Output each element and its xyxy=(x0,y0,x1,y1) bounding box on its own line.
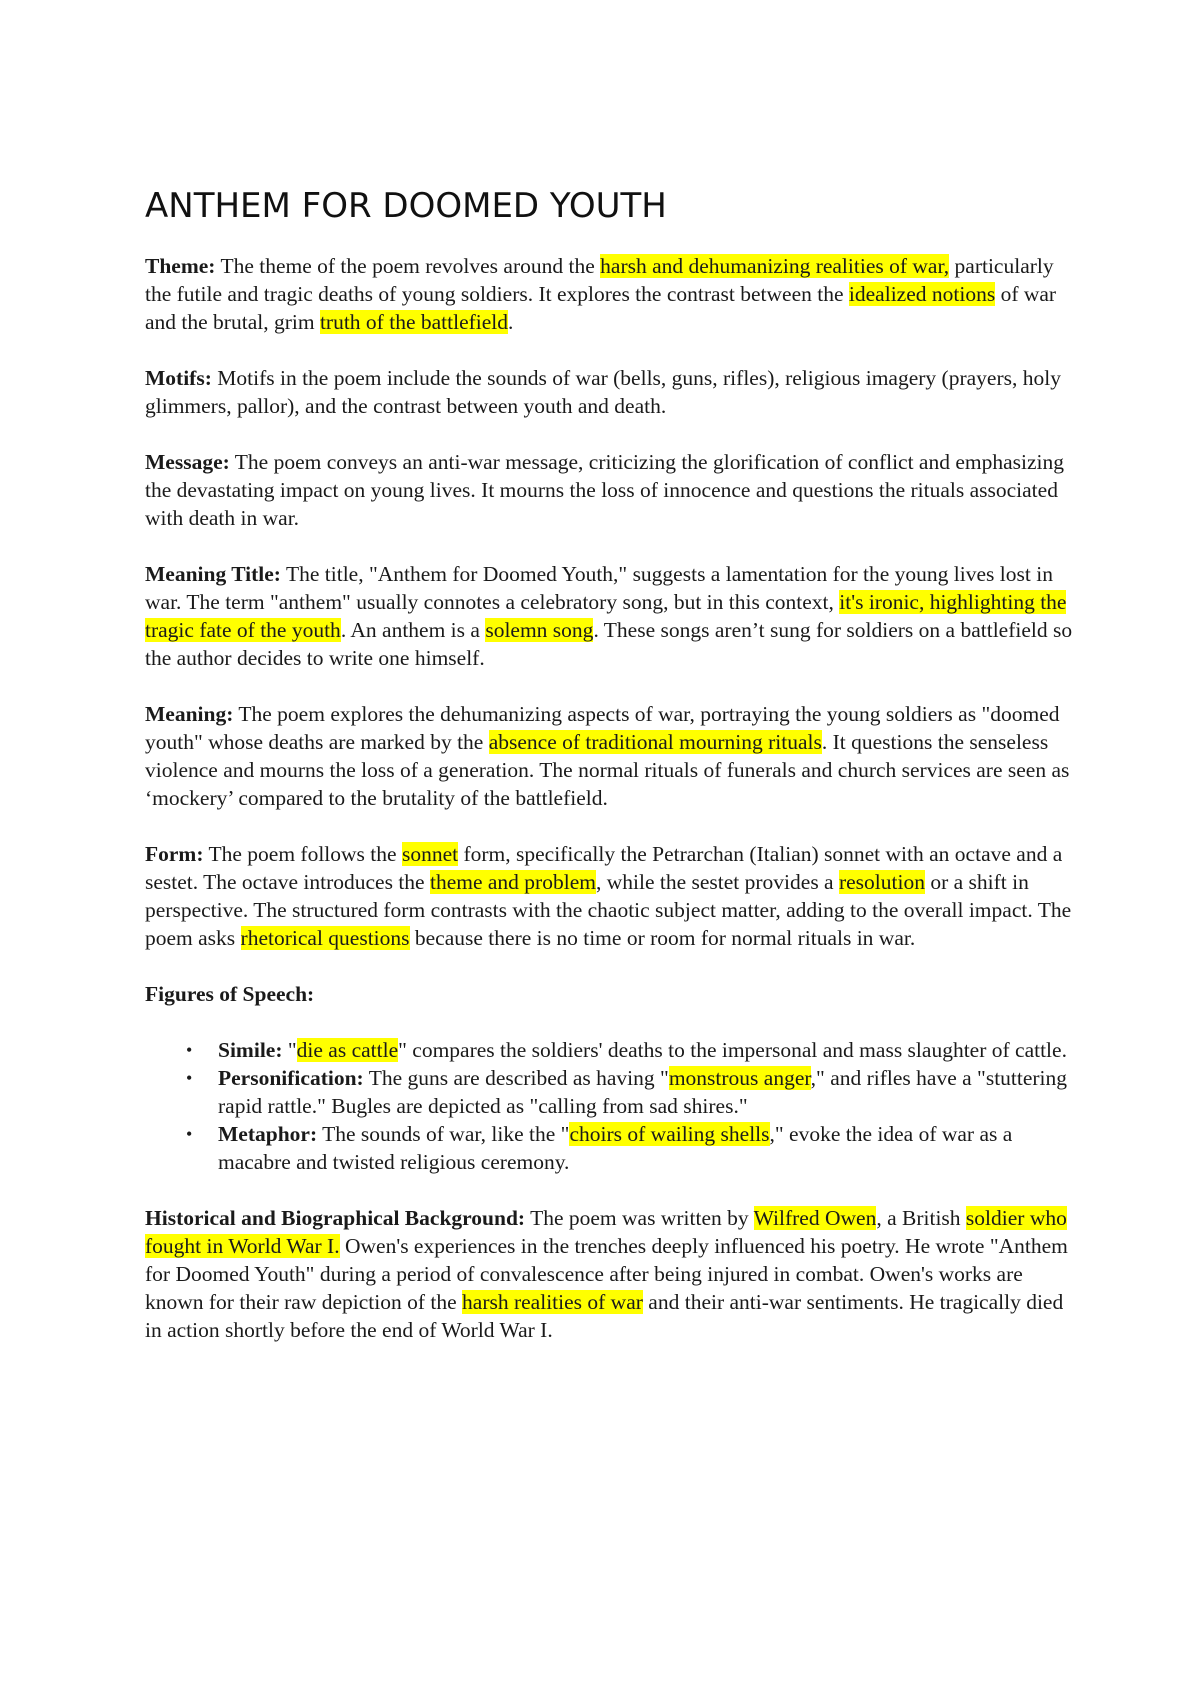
meaning-label: Meaning: xyxy=(145,702,234,726)
highlight: idealized notions xyxy=(848,282,996,306)
message-label: Message: xyxy=(145,450,230,474)
figures-list xyxy=(145,1036,1075,1176)
theme-text: The theme of the poem revolves around the xyxy=(215,254,601,278)
bullet-icon: • xyxy=(186,1040,193,1060)
highlight: solemn song xyxy=(485,618,594,642)
message-text: The poem conveys an anti-war message, criticizing the glorification of conflict and emphasizing the devastating impact on young lives. It mourns the loss of innocence and questions the rituals associated with death in war. xyxy=(145,450,1065,530)
meaning-title-text: . An anthem is a xyxy=(340,618,486,642)
bullet-icon: • xyxy=(186,1068,193,1088)
metaphor-text: The sounds of war, like the " xyxy=(317,1122,570,1146)
list-item-personification xyxy=(186,1064,1075,1120)
form-label: Form: xyxy=(145,842,204,866)
highlight: harsh and dehumanizing realities of war, xyxy=(600,254,950,278)
motifs-text: Motifs in the poem include the sounds of war (bells, guns, rifles), religious imagery (prayers, holy glimmers, pallor), and the contrast between youth and death. xyxy=(145,366,1061,418)
highlight: soldier who fought in World War I. xyxy=(145,1206,1067,1258)
theme-paragraph xyxy=(145,252,1075,336)
motifs-label: Motifs: xyxy=(145,366,212,390)
background-text: The poem was written by xyxy=(525,1206,754,1230)
theme-label: Theme: xyxy=(145,254,216,278)
personification-text: ," and rifles have a "stuttering rapid rattle." Bugles are depicted as "calling from sad shires." xyxy=(218,1066,1068,1118)
highlight: sonnet xyxy=(401,842,459,866)
highlight: monstrous anger xyxy=(668,1066,811,1090)
background-label: Historical and Biographical Background: xyxy=(145,1206,526,1230)
theme-text: of war and the brutal, grim xyxy=(145,282,1057,334)
form-paragraph xyxy=(145,840,1075,952)
document-body xyxy=(145,186,1075,1372)
form-text: The poem follows the xyxy=(203,842,402,866)
meaning-title-text: The title, "Anthem for Doomed Youth," suggests a lamentation for the young lives lost in war. The term "anthem" usually connotes a celebratory song, but in this context, xyxy=(145,562,1053,614)
personification-text: The guns are described as having " xyxy=(363,1066,669,1090)
list-item-metaphor xyxy=(186,1120,1075,1176)
highlight: it's ironic, highlighting the tragic fate of the youth xyxy=(145,590,1067,642)
simile-text: " xyxy=(282,1038,297,1062)
metaphor-label: Metaphor: xyxy=(218,1122,318,1146)
metaphor-text: ," evoke the idea of war as a macabre and twisted religious ceremony. xyxy=(218,1122,1013,1174)
background-text: and their anti-war sentiments. He tragically died in action shortly before the end of World War I. xyxy=(145,1290,1064,1342)
simile-label: Simile: xyxy=(218,1038,283,1062)
figures-heading: Figures of Speech: xyxy=(145,982,315,1006)
highlight: theme and problem xyxy=(429,870,596,894)
motifs-paragraph xyxy=(145,364,1075,420)
personification-label: Personification: xyxy=(218,1066,364,1090)
form-text: , while the sestet provides a xyxy=(595,870,839,894)
form-text: or a shift in perspective. The structured form contrasts with the chaotic subject matter, adding to the overall impact. The poem asks xyxy=(145,870,1072,950)
highlight: rhetorical questions xyxy=(240,926,410,950)
figures-heading-paragraph xyxy=(145,980,1075,1008)
simile-text: " compares the soldiers' deaths to the impersonal and mass slaughter of cattle. xyxy=(398,1038,1067,1062)
highlight: truth of the battlefield xyxy=(319,310,509,334)
meaning-paragraph xyxy=(145,700,1075,812)
background-text: , a British xyxy=(876,1206,966,1230)
highlight: harsh realities of war xyxy=(462,1290,643,1314)
highlight: die as cattle xyxy=(296,1038,399,1062)
theme-text: . xyxy=(508,310,514,334)
message-paragraph xyxy=(145,448,1075,532)
form-text: because there is no time or room for normal rituals in war. xyxy=(409,926,916,950)
highlight: choirs of wailing shells xyxy=(569,1122,770,1146)
meaning-title-label: Meaning Title: xyxy=(145,562,281,586)
meaning-text: . It questions the senseless violence and mourns the loss of a generation. The normal rituals of funerals and church services are seen as ‘mockery’ compared to the brutality of the battlefield. xyxy=(145,730,1070,810)
meaning-title-paragraph xyxy=(145,560,1075,672)
highlight: Wilfred Owen xyxy=(753,1206,877,1230)
meaning-text: The poem explores the dehumanizing aspects of war, portraying the young soldiers as "doomed youth" whose deaths are marked by the xyxy=(145,702,1060,754)
background-paragraph xyxy=(145,1204,1075,1344)
highlight: resolution xyxy=(838,870,925,894)
highlight: absence of traditional mourning rituals xyxy=(488,730,822,754)
meaning-title-text: . These songs aren’t sung for soldiers on a battlefield so the author decides to write one himself. xyxy=(145,618,1073,670)
document-title: ANTHEM FOR DOOMED YOUTH xyxy=(145,186,667,226)
list-item-simile xyxy=(186,1036,1075,1064)
background-text: Owen's experiences in the trenches deeply influenced his poetry. He wrote "Anthem for Doomed Youth" during a period of convalescence after being injured in combat. Owen's works are known for their raw depiction of the xyxy=(145,1234,1068,1314)
form-text: form, specifically the Petrarchan (Italian) sonnet with an octave and a sestet. The octave introduces the xyxy=(145,842,1063,894)
theme-text: particularly the futile and tragic deaths of young soldiers. It explores the contrast between the xyxy=(145,254,1054,306)
bullet-icon: • xyxy=(186,1124,193,1144)
